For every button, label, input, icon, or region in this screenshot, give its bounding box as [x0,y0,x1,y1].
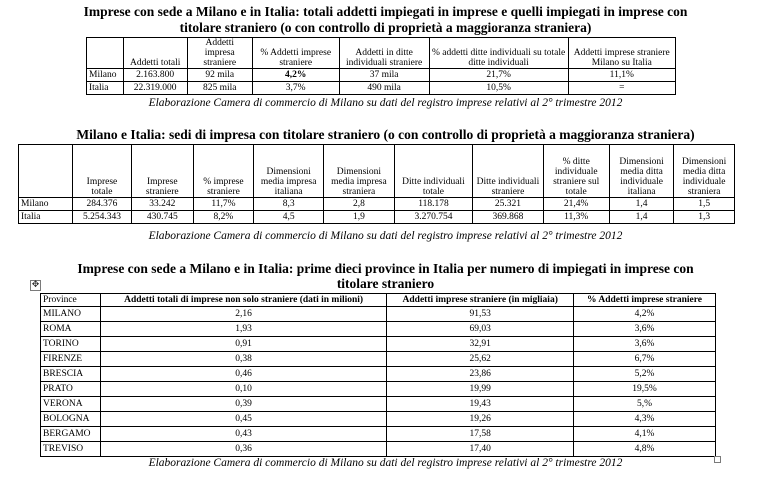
table-cell: 25,62 [387,352,574,367]
table-cell: 25.321 [473,198,543,211]
table-cell: 5,2% [574,367,716,382]
table-cell: 8,3 [254,198,324,211]
province-name: PRATO [41,382,101,397]
header-cell: Ditte individuali totale [394,145,473,198]
table-row [41,382,716,397]
table-cell: 0,10 [100,382,387,397]
province-name: ROMA [41,322,101,337]
header-cell: Dimensioni media impresa italiana [254,145,324,198]
table-cell: 0,46 [100,367,387,382]
table-cell: 2.163.800 [123,69,187,82]
table-cell: 1,5 [674,198,735,211]
table-cell: 2,16 [100,307,387,322]
header-cell: % ditte individuale straniere sul totale [543,145,609,198]
table-cell: 11,7% [193,198,253,211]
header-cell: Imprese straniere [131,145,193,198]
row-label: Italia [87,82,124,95]
table-cell: 430.745 [131,211,193,224]
table-header-row [19,145,735,198]
table-cell: 17,40 [387,442,574,457]
section2-title: Milano e Italia: sedi di impresa con titolare straniero (o con controllo di proprietà a maggioranza straniera) [76,127,695,142]
header-cell: % Addetti imprese straniere [252,38,339,69]
table-cell: 0,43 [100,427,387,442]
table-cell: 1,4 [609,198,673,211]
table-cell: 0,91 [100,337,387,352]
header-cell: Dimensioni media impresa straniera [324,145,394,198]
province-name: TORINO [41,337,101,352]
table-cell: 369.868 [473,211,543,224]
table-cell: 4,5 [254,211,324,224]
table-cell: 3.270.754 [394,211,473,224]
table-cell: 19,26 [387,412,574,427]
table-cell: 4,8% [574,442,716,457]
table-cell: 3,7% [252,82,339,95]
header-cell: Province [41,294,101,307]
table-cell: 825 mila [187,82,252,95]
table-cell: 37 mila [339,69,429,82]
table-foreign-employees [86,37,676,95]
table-row [41,442,716,457]
section3-caption: Elaborazione Camera di commercio di Milano su dati del registro imprese relativi al 2° trimestre 2012 [148,457,623,469]
table-cell: 1,3 [674,211,735,224]
table-cell: 21,4% [543,198,609,211]
province-name: FIRENZE [41,352,101,367]
table-cell: 19,43 [387,397,574,412]
header-cell: Addetti totali di imprese non solo straniere (dati in milioni) [100,294,387,307]
province-name: VERONA [41,397,101,412]
table-cell: 10,5% [429,82,568,95]
province-name: BOLOGNA [41,412,101,427]
table-cell: 118.178 [394,198,473,211]
table-cell: = [568,82,675,95]
table-row [87,69,676,82]
header-cell: % addetti ditte individuali su totale ditte individuali [429,38,568,69]
table-cell: 4,1% [574,427,716,442]
table-cell: 22.319.000 [123,82,187,95]
table-cell: 8,2% [193,211,253,224]
table-row [41,412,716,427]
table-cell: 6,7% [574,352,716,367]
header-cell: Addetti impresa straniere [187,38,252,69]
header-cell: Addetti in ditte individuali straniere [339,38,429,69]
table-cell: 91,53 [387,307,574,322]
province-name: TREVISO [41,442,101,457]
table-cell: 0,36 [100,442,387,457]
table-row [41,397,716,412]
table-cell: 4,3% [574,412,716,427]
table-row [41,337,716,352]
table-cell: 69,03 [387,322,574,337]
table-cell: 490 mila [339,82,429,95]
section3-title-line1: Imprese con sede a Milano e in Italia: prime dieci province in Italia per numero di impiegati in imprese con [77,261,694,276]
row-label: Italia [19,211,73,224]
table-cell: 5.254.343 [73,211,131,224]
table-cell: 4,2% [574,307,716,322]
table-cell: 19,99 [387,382,574,397]
table-cell: 5,% [574,397,716,412]
table-cell: 17,58 [387,427,574,442]
table-cell: 1,93 [100,322,387,337]
table-top-ten-provinces [40,293,716,457]
section3-title-line2: titolare straniero [336,276,435,291]
table-cell: 0,45 [100,412,387,427]
header-cell: Dimensioni media ditta individuale straniera [674,145,735,198]
table-cell: 3,6% [574,337,716,352]
header-cell [87,38,124,69]
section1-title-line1: Imprese con sede a Milano e in Italia: totali addetti impiegati in imprese e quelli impiegati in imprese con [83,4,688,19]
table-header-row [87,38,676,69]
table-cell: 33.242 [131,198,193,211]
section1-title-line2: titolare straniero (o con controllo di proprietà a maggioranza straniera) [179,20,592,35]
table-row [19,211,735,224]
row-label: Milano [87,69,124,82]
header-cell: Addetti imprese straniere (in migliaia) [387,294,574,307]
table-cell: 0,38 [100,352,387,367]
header-cell: Addetti totali [123,38,187,69]
table-cell: 23,86 [387,367,574,382]
table-cell: 92 mila [187,69,252,82]
table-cell: 3,6% [574,322,716,337]
table-row [41,322,716,337]
row-label: Milano [19,198,73,211]
table-cell: 11,3% [543,211,609,224]
table-cell: 1,4 [609,211,673,224]
section2-caption: Elaborazione Camera di commercio di Milano su dati del registro imprese relativi al 2° trimestre 2012 [148,230,623,242]
header-cell [19,145,73,198]
table-header-row [41,294,716,307]
table-row [41,352,716,367]
header-cell: Ditte individuali straniere [473,145,543,198]
province-name: BRESCIA [41,367,101,382]
table-cell: 11,1% [568,69,675,82]
table-cell: 2,8 [324,198,394,211]
table-row [19,198,735,211]
table-cell: 21,7% [429,69,568,82]
header-cell: Dimensioni media ditta individuale italiana [609,145,673,198]
four-way-arrow-icon[interactable]: ✥ [31,280,40,290]
table-cell: 1,9 [324,211,394,224]
table-cell: 32,91 [387,337,574,352]
table-row [41,307,716,322]
province-name: BERGAMO [41,427,101,442]
section1-caption: Elaborazione Camera di commercio di Milano su dati del registro imprese relativi al 2° trimestre 2012 [148,97,623,109]
province-name: MILANO [41,307,101,322]
header-cell: % Addetti imprese straniere [574,294,716,307]
header-cell: Imprese totale [73,145,131,198]
table-cell: 19,5% [574,382,716,397]
header-cell: Addetti imprese straniere Milano su Italia [568,38,675,69]
table-cell: 284.376 [73,198,131,211]
table-foreign-companies [18,144,735,224]
table-cell: 4,2% [252,69,339,82]
header-cell: % imprese straniere [193,145,253,198]
table-cell: 0,39 [100,397,387,412]
table-row [41,367,716,382]
table-row [41,427,716,442]
table-row [87,82,676,95]
